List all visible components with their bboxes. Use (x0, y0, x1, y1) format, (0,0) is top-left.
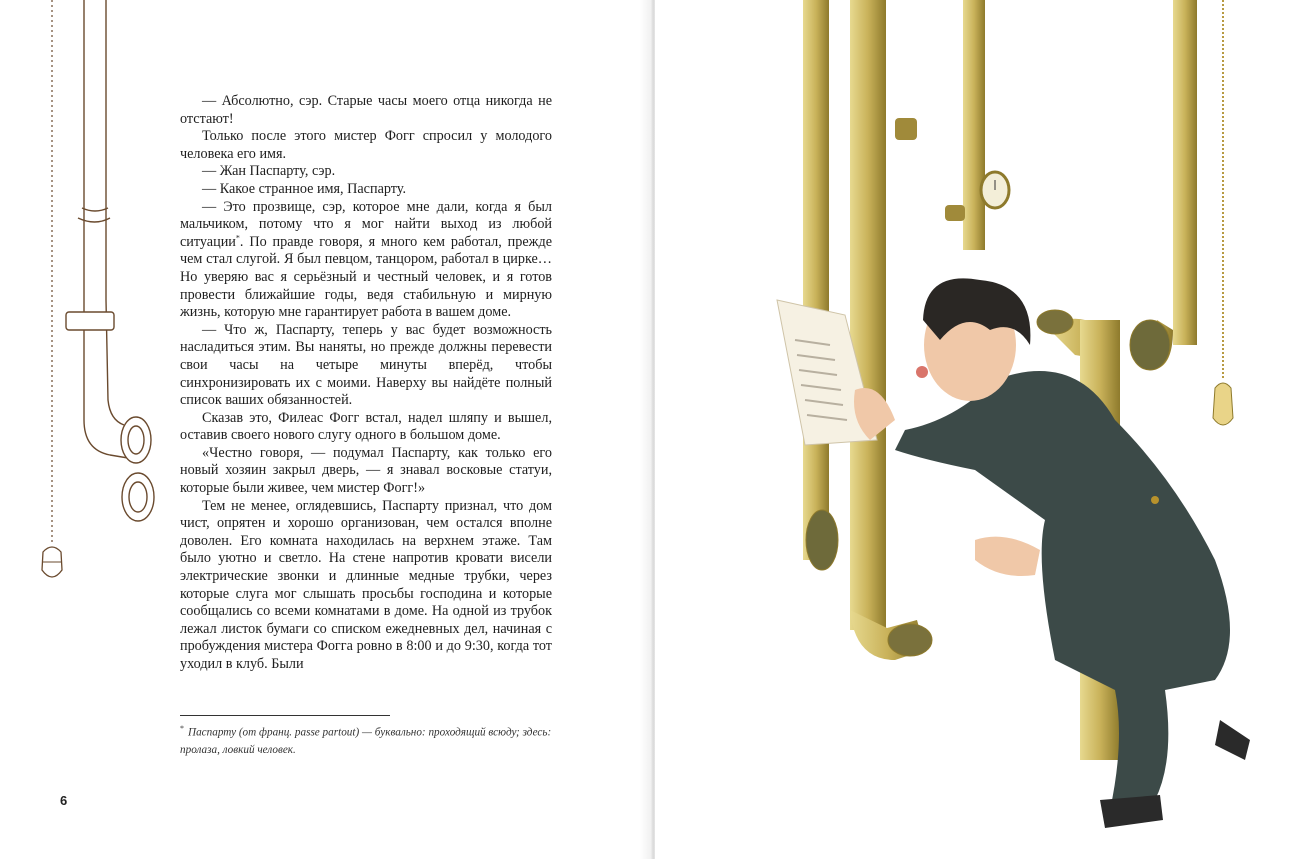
body-text (180, 93, 552, 674)
pipe-4-mouth-icon (1037, 310, 1073, 334)
paragraph-3: — Жан Паспарту, сэр. (202, 163, 336, 180)
servant-watercolor-illustration (655, 0, 1305, 859)
footnote (180, 720, 560, 759)
pull-chain-icon (42, 0, 62, 577)
paragraph-2: Только после этого мистер Фогг спросил у молодого человека его имя. (180, 128, 552, 162)
paragraph-4: — Какое странное имя, Паспарту. (202, 180, 407, 197)
page-number: 6 (60, 793, 68, 808)
dark-coat (895, 371, 1230, 810)
shoe-icon (1100, 795, 1163, 828)
pipe-1 (803, 0, 829, 560)
paragraph-8: «Честно говоря, — подумал Паспарту, как только его новый хозяин закрыл дверь, — я знавал восковые статуи, которые были живее, чем мистер Фогг!» (180, 444, 552, 497)
pipe-5-mouth-icon (1130, 320, 1170, 370)
passepartout-figure (854, 278, 1250, 828)
pipe-1-mouth-icon (806, 510, 838, 570)
left-page (0, 0, 652, 859)
pipe-2 (850, 0, 886, 630)
right-page (655, 0, 1305, 859)
valve-knob-icon (895, 118, 917, 140)
footnote-marker: * (235, 233, 240, 243)
bent-pipe-icon (66, 0, 154, 521)
pipe-sketch-illustration (0, 0, 180, 600)
paragraph-6: — Что ж, Паспарту, теперь у вас будет возможность насладиться этим. Вы наняты, но прежде должны перевести свои часы на четыре минуты вперёд, чтобы синхронизировать их с моими. Наверху вы найдёте полный список ваших обязанностей. (180, 321, 552, 409)
paragraph-5-text: — Это прозвище, сэр, которое мне дали, когда я был мальчиком, потому что я мог найти выход из любой ситуации (180, 198, 552, 250)
footnote-text: Паспарту (от франц. passe partout) — буквально: проходящий всюду; здесь: пролаза, ловкий человек. (180, 726, 552, 756)
pull-bell-icon (1213, 383, 1233, 425)
paragraph-5 (180, 199, 552, 322)
footnote-rule (180, 715, 390, 716)
paragraph-1: — Абсолютно, сэр. Старые часы моего отца никогда не отстают! (180, 93, 552, 127)
pipe-3 (963, 0, 985, 250)
paragraph-7: Сказав это, Филеас Фогг встал, надел шляпу и вышел, оставив своего нового слугу одного в большом доме. (180, 409, 552, 444)
paragraph-5-tail: . По правде говоря, я много кем работал, прежде чем стал слугой. Я был певцом, танцором, работал в цирке… Но уверяю вас я серьёзный и честный человек, и я готов провести ближайшие годы, ведя стабильную и мирную жизнь, которую мне гарантирует работа в вашем доме. (180, 233, 552, 321)
coat-button (1151, 496, 1159, 504)
left-hand (975, 537, 1040, 576)
paragraph-9: Тем не менее, оглядевшись, Паспарту признал, что дом чист, опрятен и хорошо организован, чем остался вполне доволен. Его комната находилась на верхнем этаже. Там было уютно и светло. На стене напротив кровати висели электрические звонки и длинные медные трубки, через которые слуга мог слышать просьбы господина и которые сообщались со всеми комнатами в доме. На одной из трубок лежал листок бумаги со списком ежедневных дел, начиная с пробуждения мистера Фогга ровно в 8:00 и до 9:30, когда тот уходил в клуб. Были (180, 497, 552, 672)
footnote-star: * (180, 724, 184, 733)
pipe-5 (1173, 0, 1197, 345)
